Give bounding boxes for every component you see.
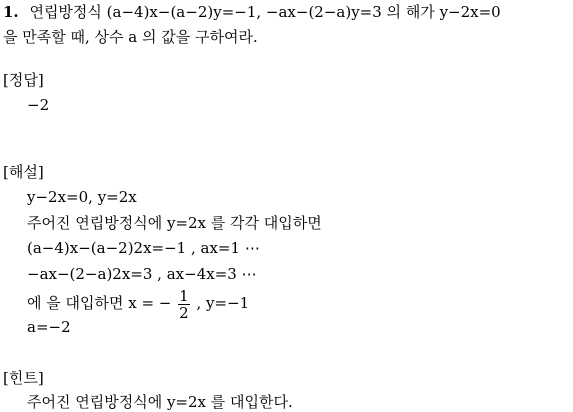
solution-step: −ax−(2−a)2x=3 , ax−4x=3 ⋯ [27, 265, 257, 283]
fraction-denominator: 2 [179, 303, 189, 322]
solution-step: y−2x=0, y=2x [27, 188, 137, 206]
fraction-suffix: , y=−1 [196, 294, 250, 312]
fraction [178, 288, 190, 321]
problem-number: 1. [3, 3, 19, 21]
problem-text-line2: 을 만족할 때, 상수 a 의 값을 구하여라. [3, 28, 258, 46]
solution-step: a=−2 [27, 318, 71, 336]
hint-label: [힌트] [3, 369, 44, 387]
solution-step: (a−4)x−(a−2)2x=−1 , ax=1 ⋯ [27, 239, 260, 257]
answer-label: [정답] [3, 71, 44, 89]
hint-text: 주어진 연립방정식에 y=2x 를 대입한다. [27, 393, 293, 411]
solution-label: [해설] [3, 163, 44, 181]
fraction-numerator: 1 [179, 286, 189, 305]
solution-step-fraction [27, 286, 249, 321]
problem-text-line1: 연립방정식 (a−4)x−(a−2)y=−1, −ax−(2−a)y=3 의 해가 y−2x=0 [29, 3, 501, 21]
fraction-prefix: 에 을 대입하면 x = − [27, 294, 172, 312]
solution-step: 주어진 연립방정식에 y=2x 를 각각 대입하면 [27, 214, 322, 232]
answer-value: −2 [27, 96, 50, 114]
